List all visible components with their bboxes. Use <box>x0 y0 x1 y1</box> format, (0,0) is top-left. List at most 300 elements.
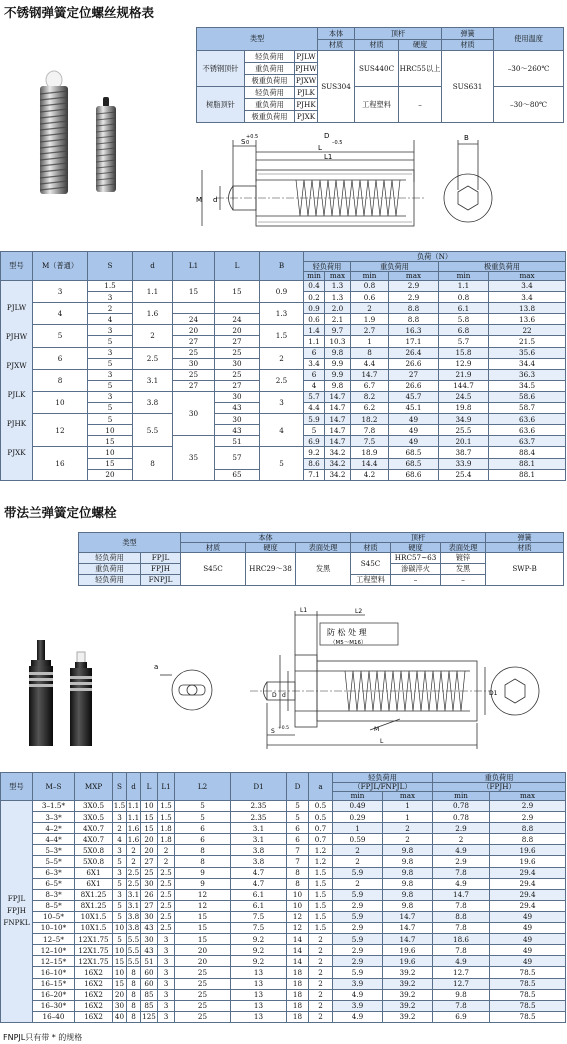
dd-cell: 14 <box>287 945 309 956</box>
l1-cell: 3 <box>158 1000 175 1011</box>
a-cell: 0.5 <box>309 812 333 823</box>
heavy-max-cell: 2.9 <box>490 801 566 812</box>
load-label: 轻负荷用 <box>79 575 141 586</box>
pin-surface: 发黑 <box>441 564 486 575</box>
hdr-spring-mat: 材质 <box>442 40 494 51</box>
d-value: 8 <box>133 447 173 480</box>
light-max: 2.1 <box>325 314 351 325</box>
xheavy-min: 20.1 <box>439 436 489 447</box>
ms-cell: 3–3* <box>33 812 75 823</box>
d1-cell: 6.1 <box>231 900 287 911</box>
table-row <box>1 867 566 878</box>
heavy-max-cell: 78.5 <box>490 989 566 1000</box>
heavy-min: 2 <box>351 303 389 314</box>
l1-value: 25 <box>173 347 215 358</box>
heavy-min: 4.2 <box>351 469 389 480</box>
hdr-mat: 材质 <box>486 543 564 553</box>
d1-cell: 3.8 <box>231 856 287 867</box>
light-min-cell: 1 <box>333 823 383 834</box>
col-s: S <box>113 773 127 801</box>
a-cell: 1.2 <box>309 845 333 856</box>
spec-table-stainless <box>196 27 564 123</box>
a-cell: 0.7 <box>309 834 333 845</box>
col-max: max <box>383 792 433 801</box>
d-cell: 2 <box>127 845 141 856</box>
xheavy-max: 63.6 <box>489 425 566 436</box>
col-min: min <box>433 792 490 801</box>
l1-value: 35 <box>173 436 215 480</box>
a-cell: 1.5 <box>309 923 333 934</box>
table-row <box>1 956 566 967</box>
l2-cell: 9 <box>175 878 231 889</box>
s-value: 15 <box>88 458 133 469</box>
heavy-max-cell: 49 <box>490 934 566 945</box>
table-row <box>1 447 566 458</box>
hdr-spring: 弹簧 <box>486 533 564 543</box>
dim-l: L <box>318 144 322 152</box>
l2-cell: 15 <box>175 923 231 934</box>
heavy-max: 2.9 <box>389 281 439 292</box>
light-min: 3.4 <box>304 358 325 369</box>
heavy-max: 26.4 <box>389 347 439 358</box>
dd-cell: 12 <box>287 911 309 922</box>
spring-material: SUS631 <box>442 51 494 123</box>
l-cell: 27 <box>141 900 158 911</box>
heavy-max-cell: 78.5 <box>490 1000 566 1011</box>
col-l1: L1 <box>158 773 175 801</box>
s-value: 5 <box>88 336 133 347</box>
ms-cell: 16–40 <box>33 1011 75 1022</box>
l-cell: 30 <box>141 934 158 945</box>
light-min-cell: 0.29 <box>333 812 383 823</box>
hdr-surf: 表面处理 <box>441 543 486 553</box>
dd-cell: 18 <box>287 1000 309 1011</box>
l-cell: 25 <box>141 867 158 878</box>
l1-value: 27 <box>173 336 215 347</box>
l1-cell: 2.5 <box>158 878 175 889</box>
light-min: 5.9 <box>304 414 325 425</box>
heavy-min-cell: 0.78 <box>433 801 490 812</box>
s-cell: 3 <box>113 812 127 823</box>
hdr-pin: 顶杆 <box>355 28 442 40</box>
heavy-max: 49 <box>389 425 439 436</box>
dd-cell: 14 <box>287 934 309 945</box>
footnote: FNPJL只有带 * 的规格 <box>3 1033 83 1042</box>
l-value: 30 <box>215 414 260 425</box>
light-min: 5 <box>304 425 325 436</box>
mxp-cell: 4X0.7 <box>75 834 113 845</box>
heavy-max-cell: 78.5 <box>490 978 566 989</box>
d-value: 1.1 <box>133 281 173 303</box>
s-cell: 3 <box>113 845 127 856</box>
load-label: 轻负荷用 <box>245 51 295 63</box>
xheavy-max: 3.4 <box>489 292 566 303</box>
model-code: PJXK <box>295 111 318 123</box>
light-max-cell: 2 <box>383 823 433 834</box>
l-cell: 43 <box>141 923 158 934</box>
l-value: 27 <box>215 336 260 347</box>
l-value: 43 <box>215 425 260 436</box>
s-cell: 5 <box>113 900 127 911</box>
d-cell: 5.5 <box>127 934 140 944</box>
l1-value: 27 <box>173 380 215 391</box>
pin-hardness: HRC55以上 <box>399 51 442 87</box>
heavy-max: 49 <box>389 414 439 425</box>
light-min: 4 <box>304 380 325 391</box>
light-max-cell: 9.8 <box>383 889 433 900</box>
light-min-cell: 2 <box>333 856 383 867</box>
table-row <box>1 812 566 823</box>
l1-cell: 2.5 <box>158 911 175 922</box>
table-row <box>1 845 566 856</box>
s-value: 5 <box>88 380 133 391</box>
light-max-cell: 9.8 <box>383 900 433 911</box>
l2-cell: 9 <box>175 867 231 878</box>
mxp-cell: 12X1.75 <box>75 945 113 956</box>
light-min-cell: 3.9 <box>333 978 383 989</box>
l2-cell: 25 <box>175 978 231 989</box>
table-row <box>1 347 566 358</box>
table-row <box>1 823 566 834</box>
light-min: 6.9 <box>304 436 325 447</box>
heavy-max-cell: 78.5 <box>490 1011 566 1022</box>
d-cell: 1.6 <box>127 834 140 844</box>
light-min-cell: 5.9 <box>333 911 383 922</box>
anti-loosen-label: 防 松 处 理 <box>327 628 367 637</box>
table-row <box>1 369 566 380</box>
l2-cell: 8 <box>175 856 231 867</box>
light-max-cell: 9.8 <box>383 878 433 889</box>
l-value: 25 <box>215 369 260 380</box>
heavy-max-cell: 49 <box>490 911 566 922</box>
heavy-min: 0.6 <box>351 292 389 303</box>
light-max: 9.9 <box>325 358 351 369</box>
hdr-temp: 使用温度 <box>494 28 564 51</box>
heavy-max: 2.9 <box>389 292 439 303</box>
light-max: 14.7 <box>325 414 351 425</box>
table-row <box>1 391 566 402</box>
a-cell: 2 <box>309 989 333 1000</box>
d1-cell: 7.5 <box>231 923 287 934</box>
xheavy-max: 13.6 <box>489 314 566 325</box>
l1-cell: 3 <box>158 934 175 945</box>
col-l2: L2 <box>175 773 231 801</box>
d1-cell: 9.2 <box>231 956 287 967</box>
xheavy-min: 144.7 <box>439 380 489 391</box>
heavy-min: 8.2 <box>351 391 389 402</box>
d1-cell: 6.1 <box>231 889 287 900</box>
heavy-min-cell: 12.7 <box>433 978 490 989</box>
mxp-cell: 3X0.5 <box>75 812 113 823</box>
light-max-cell: 1 <box>383 801 433 812</box>
hdr-mat: 材质 <box>181 543 246 553</box>
heavy-min: 1.9 <box>351 314 389 325</box>
light-min: 0.9 <box>304 303 325 314</box>
b-value: 3 <box>260 391 304 413</box>
table-row <box>1 1000 566 1011</box>
hdr-pin: 顶杆 <box>351 533 486 543</box>
l1-value: 24 <box>173 314 215 325</box>
xheavy-min: 15.8 <box>439 347 489 358</box>
heavy-max: 68.5 <box>389 447 439 458</box>
dim-d: D <box>324 132 330 140</box>
l-value: 27 <box>215 380 260 391</box>
heavy-min: 1 <box>351 336 389 347</box>
d-cell: 8 <box>127 967 141 978</box>
model-code: PJXK <box>7 448 26 458</box>
ms-cell: 16–15* <box>33 978 75 989</box>
a-cell: 2 <box>309 1000 333 1011</box>
light-min: 1.4 <box>304 325 325 336</box>
dim-d-small: d <box>282 692 286 699</box>
d-cell: 1.1 <box>127 801 140 811</box>
light-min-cell: 2 <box>333 845 383 856</box>
light-min: 4.4 <box>304 403 325 414</box>
l1-cell: 2.5 <box>158 923 175 934</box>
load-label: 极重负荷用 <box>245 111 295 123</box>
d1-cell: 4.7 <box>231 867 287 878</box>
heavy-min-cell: 0.78 <box>433 812 490 823</box>
pin-hardness: – <box>391 575 441 586</box>
light-min: 6 <box>304 347 325 358</box>
ms-cell: 3–1.5* <box>33 801 75 812</box>
dim-d-big: D <box>272 692 277 699</box>
l2-cell: 8 <box>175 845 231 856</box>
mxp-cell: 8X1.25 <box>75 889 113 900</box>
l1-cell: 3 <box>158 956 175 967</box>
light-max-cell: 39.2 <box>383 967 433 978</box>
d1-cell: 3.1 <box>231 823 287 834</box>
heavy-min: 8 <box>351 347 389 358</box>
table-row <box>1 911 566 922</box>
col-ms: M–S <box>33 773 75 801</box>
a-cell: 2 <box>309 934 333 945</box>
heavy-min-cell: 6.9 <box>433 1011 490 1022</box>
light-max-cell: 14.7 <box>383 923 433 934</box>
light-min-cell: 0.59 <box>333 834 383 845</box>
light-max-cell: 9.8 <box>383 856 433 867</box>
d1-cell: 13 <box>231 967 287 978</box>
heavy-max-cell: 19.6 <box>490 856 566 867</box>
l1-cell: 2.5 <box>158 900 175 911</box>
col-light-sub: （FPJL/FNPJL） <box>333 783 433 792</box>
l-value: 30 <box>215 358 260 369</box>
d1-cell: 7.5 <box>231 911 287 922</box>
m-size: 6 <box>33 347 88 369</box>
spec-table-main-1 <box>0 251 566 481</box>
model-code: PJHW <box>5 332 28 342</box>
mxp-cell: 10X1.5 <box>75 923 113 934</box>
d-cell: 3.1 <box>127 890 140 900</box>
d-cell: 2.5 <box>127 868 140 877</box>
col-model: 型号 <box>1 773 33 801</box>
load-label: 重负荷用 <box>245 99 295 111</box>
a-cell: 1.5 <box>309 889 333 900</box>
xheavy-min: 5.7 <box>439 336 489 347</box>
ms-cell: 12–10* <box>33 945 75 956</box>
col-min: min <box>351 272 389 281</box>
heavy-max-cell: 8.8 <box>490 823 566 834</box>
table-row <box>1 856 566 867</box>
dd-cell: 14 <box>287 956 309 967</box>
m-size: 8 <box>33 369 88 391</box>
d-value: 2 <box>133 325 173 347</box>
d-cell: 1.1 <box>127 812 140 822</box>
heavy-min-cell: 2.9 <box>433 856 490 867</box>
heavy-min: 2.7 <box>351 325 389 336</box>
light-min-cell: 2.9 <box>333 900 383 911</box>
light-min: 0.4 <box>304 281 325 292</box>
s-value: 10 <box>88 425 133 436</box>
col-load: 负荷（N） <box>304 252 566 262</box>
a-cell: 0.7 <box>309 823 333 834</box>
dim-s-tol2: 0 <box>246 140 250 146</box>
dd-cell: 18 <box>287 1011 309 1022</box>
heavy-max-cell: 29.4 <box>490 889 566 900</box>
s-value: 10 <box>88 447 133 458</box>
model-code: FNPKL <box>3 918 30 928</box>
mxp-cell: 12X1.75 <box>75 934 113 945</box>
dd-cell: 5 <box>287 801 309 812</box>
dim-l1: L1 <box>300 607 308 614</box>
col-xheavy: 极重负荷用 <box>439 262 566 272</box>
heavy-max-cell: 49 <box>490 923 566 934</box>
mxp-cell: 6X1 <box>75 878 113 889</box>
light-max: 9.8 <box>325 380 351 391</box>
l-cell: 125 <box>142 1012 156 1022</box>
table-row <box>1 923 566 934</box>
col-light: 轻负荷用 <box>304 262 351 272</box>
ms-cell: 8–5* <box>33 900 75 911</box>
m-size: 3 <box>33 281 88 303</box>
table-row <box>1 900 566 911</box>
heavy-min-cell: 4.9 <box>433 845 490 856</box>
light-max: 14.7 <box>325 391 351 402</box>
light-max-cell: 9.8 <box>383 867 433 878</box>
s-cell: 15 <box>113 978 127 989</box>
mxp-cell: 6X1 <box>75 867 113 878</box>
heavy-min: 0.8 <box>351 281 389 292</box>
d-cell: 3.1 <box>127 901 140 911</box>
s-value: 3 <box>88 391 133 402</box>
a-cell: 1.5 <box>309 878 333 889</box>
heavy-min: 4.4 <box>351 358 389 369</box>
l-value <box>215 303 260 314</box>
d-value: 2.5 <box>133 347 173 369</box>
l-cell: 27 <box>141 856 158 867</box>
ms-cell: 16–20* <box>33 989 75 1000</box>
l-cell: 85 <box>141 1000 158 1011</box>
ms-cell: 6–3* <box>33 867 75 878</box>
product-photo-flange <box>15 632 115 750</box>
l-cell: 51 <box>141 956 158 967</box>
heavy-max-cell: 2.9 <box>490 812 566 823</box>
mxp-cell: 5X0.8 <box>75 856 113 867</box>
light-max: 10.3 <box>325 336 351 347</box>
heavy-min-cell: 4.9 <box>433 956 490 967</box>
dim-s-tol: +0.5 <box>246 134 259 140</box>
l2-cell: 15 <box>175 934 231 945</box>
table-row <box>1 989 566 1000</box>
l1-cell: 2.5 <box>158 867 175 878</box>
hdr-pin-mat: 材质 <box>355 40 399 51</box>
hdr-type: 类型 <box>79 533 181 553</box>
col-model: 型号 <box>1 252 33 281</box>
table-row <box>1 945 566 956</box>
light-max: 14.7 <box>325 436 351 447</box>
light-max: 34.2 <box>325 447 351 458</box>
dim-m: M <box>374 726 380 733</box>
table-row <box>1 889 566 900</box>
xheavy-min: 33.9 <box>439 458 489 469</box>
col-d1: D1 <box>231 773 287 801</box>
d-cell: 2.5 <box>127 879 140 889</box>
light-max-cell: 14.7 <box>383 934 433 945</box>
ms-cell: 6–5* <box>33 878 75 889</box>
s-cell: 5 <box>113 878 127 889</box>
table-row <box>1 303 566 314</box>
temp-range: –30～80℃ <box>494 87 564 123</box>
dim-b: B <box>464 134 469 142</box>
temp-range: –30～260℃ <box>494 51 564 87</box>
light-min: 0.2 <box>304 292 325 303</box>
b-value: 1.3 <box>260 303 304 325</box>
s-cell: 3 <box>113 867 127 878</box>
l1-cell: 1.5 <box>158 801 175 812</box>
d-cell: 8 <box>127 1011 141 1022</box>
a-cell: 1.5 <box>309 900 333 911</box>
d1-cell: 9.2 <box>231 945 287 956</box>
model-code: PJLW <box>6 303 27 313</box>
pin-material: 工程塑料 <box>351 575 391 586</box>
body-material: S45C <box>181 553 246 586</box>
l-value: 25 <box>215 347 260 358</box>
table-row <box>1 978 566 989</box>
xheavy-max: 13.8 <box>489 303 566 314</box>
col-min: min <box>439 272 489 281</box>
xheavy-max: 63.7 <box>489 436 566 447</box>
l1-cell: 3 <box>158 989 175 1000</box>
m-size: 10 <box>33 391 88 413</box>
b-value: 2 <box>260 347 304 369</box>
l2-cell: 12 <box>175 900 231 911</box>
l1-cell: 2.5 <box>158 889 175 900</box>
dd-cell: 8 <box>287 878 309 889</box>
model-code: PJXW <box>6 361 27 371</box>
heavy-max-cell: 29.4 <box>490 878 566 889</box>
a-cell: 2 <box>309 945 333 956</box>
col-max: max <box>389 272 439 281</box>
l1-cell: 3 <box>158 967 175 978</box>
light-min-cell: 2.9 <box>333 923 383 934</box>
d-value: 3.1 <box>133 369 173 391</box>
col-a: a <box>309 773 333 801</box>
product-photo-stainless <box>22 64 132 196</box>
ms-cell: 8–3* <box>33 889 75 900</box>
a-cell: 1.2 <box>309 856 333 867</box>
s-value: 20 <box>88 469 133 480</box>
xheavy-max: 22 <box>489 325 566 336</box>
l-cell: 60 <box>141 978 158 989</box>
light-max-cell: 1 <box>383 812 433 823</box>
col-min: min <box>304 272 325 281</box>
a-cell: 2 <box>309 956 333 967</box>
heavy-max: 16.3 <box>389 325 439 336</box>
l2-cell: 25 <box>175 967 231 978</box>
l1-cell: 2 <box>158 845 175 856</box>
light-max: 9.9 <box>325 369 351 380</box>
light-max-cell: 39.2 <box>383 978 433 989</box>
